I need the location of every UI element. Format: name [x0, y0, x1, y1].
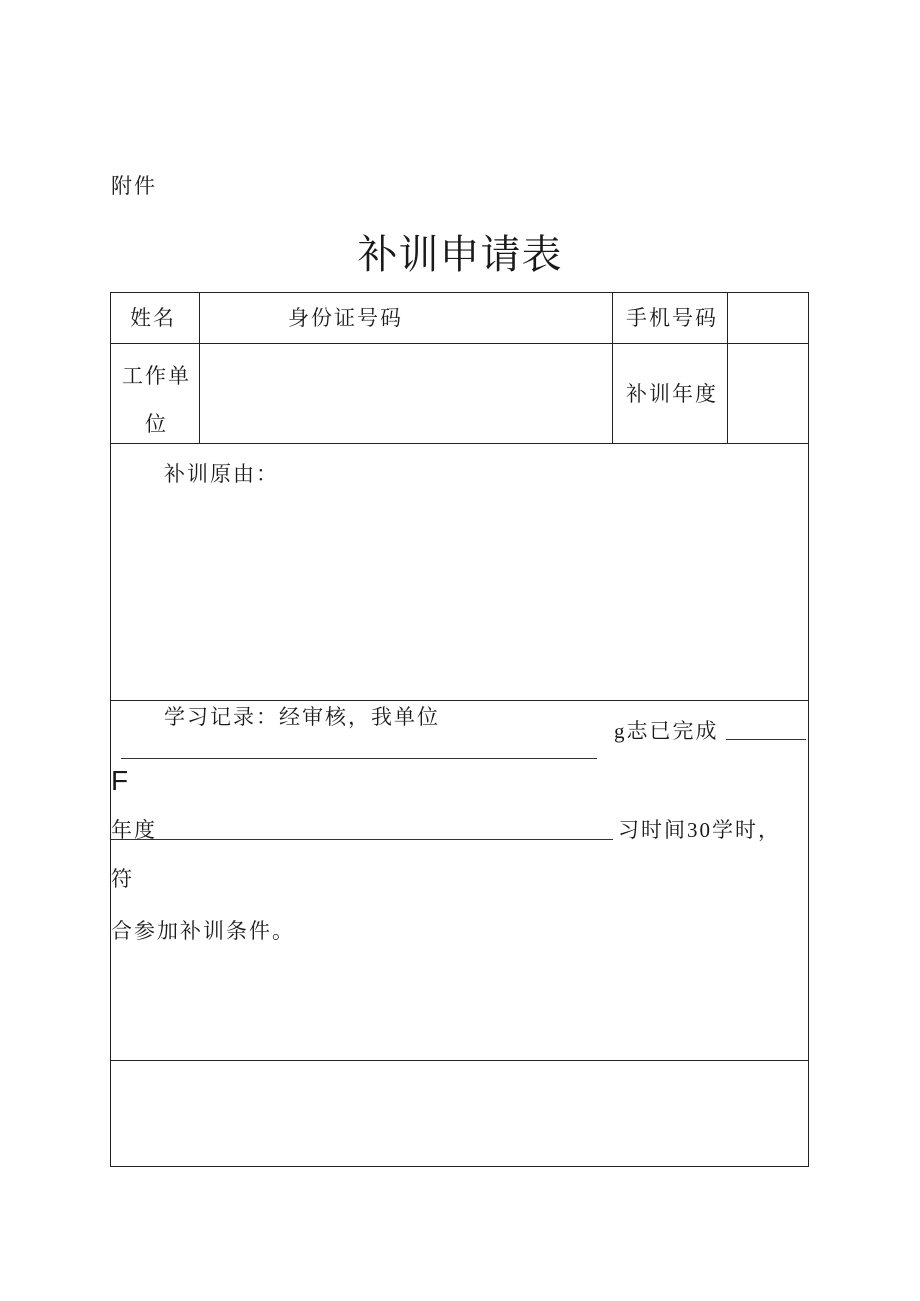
- name-id-field[interactable]: [200, 292, 612, 343]
- col-divider-2: [612, 292, 613, 443]
- study-record-line1: 学习记录：经审核，我单位: [164, 705, 440, 729]
- study-record-line3: 符: [111, 867, 134, 891]
- study-record-line1-right-text: g志已完成: [614, 719, 719, 743]
- training-year-label: 补训年度: [626, 382, 718, 406]
- completion-blank[interactable]: [726, 739, 806, 740]
- phone-label: 手机号码: [626, 306, 718, 330]
- reason-label: 补训原由：: [164, 462, 279, 486]
- approval-field[interactable]: [111, 1061, 808, 1166]
- study-record-line4: 合参加补训条件。: [111, 919, 295, 943]
- study-record-section: [111, 701, 808, 1060]
- work-unit-label-line1: 工作单: [122, 364, 191, 388]
- table-border-bottom: [110, 1166, 809, 1167]
- study-record-line2-right: 习时间30学时，: [618, 818, 781, 842]
- work-unit-label-line2: 位: [145, 412, 168, 436]
- phone-field[interactable]: [728, 292, 808, 343]
- work-unit-field[interactable]: [200, 344, 612, 443]
- training-year-field[interactable]: [728, 344, 808, 443]
- stray-letter: F: [111, 765, 129, 796]
- name-label: 姓名: [130, 306, 176, 330]
- page-title: 补训申请表: [357, 232, 563, 278]
- reason-field[interactable]: [111, 444, 808, 700]
- year-blank[interactable]: [111, 839, 613, 840]
- table-border-right: [808, 292, 809, 1166]
- unit-name-blank[interactable]: [121, 758, 597, 759]
- study-record-line1-right: [614, 721, 719, 742]
- attachment-label: 附件: [111, 174, 157, 198]
- study-record-line2-left: 年度: [111, 818, 157, 842]
- id-number-label: 身份证号码: [288, 306, 403, 330]
